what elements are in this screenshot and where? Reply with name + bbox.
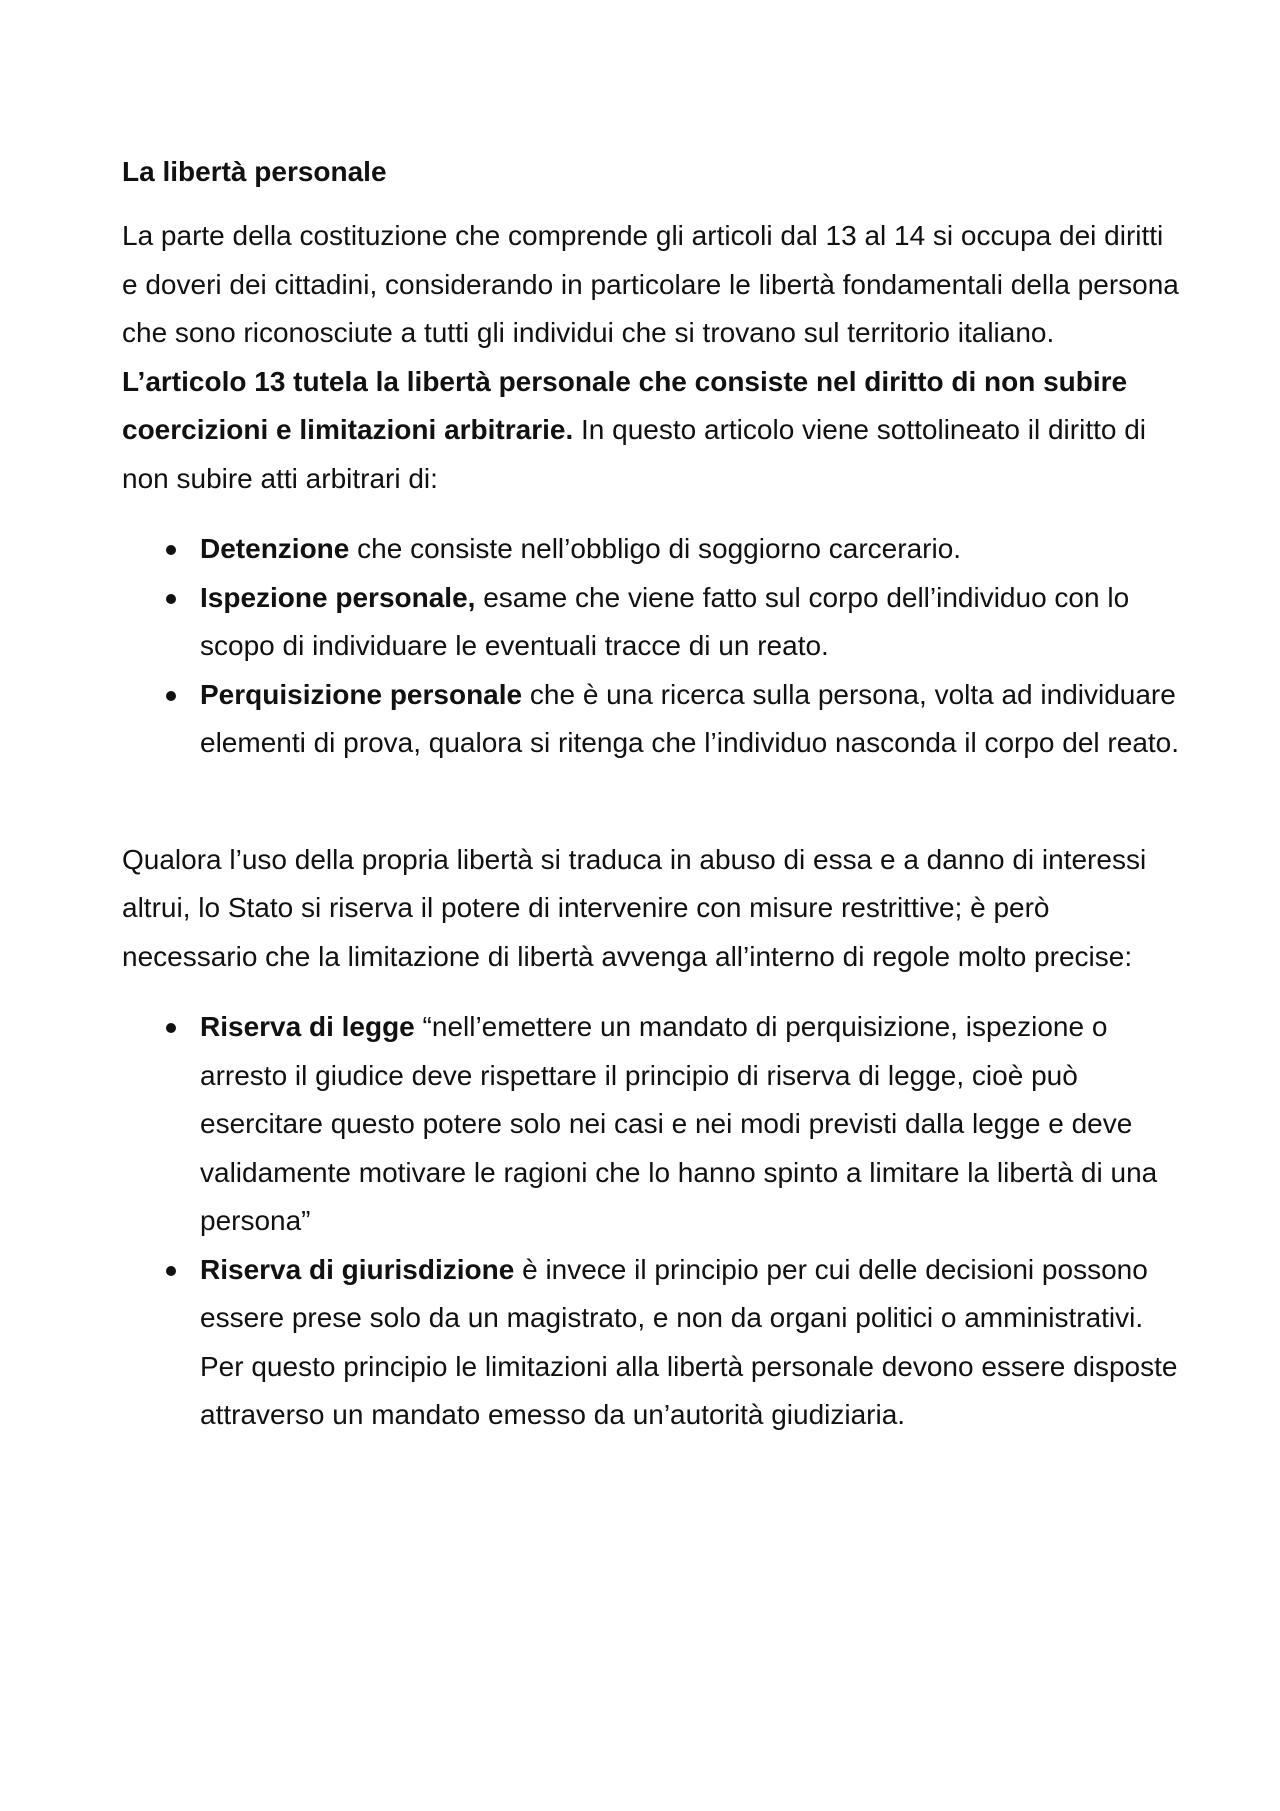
bullet-icon [166,594,176,604]
intro-text-1: La parte della costituzione che comprende gli articoli dal 13 al 14 si occupa dei diritti e doveri dei cittadini, considerando in particolare le libertà fondamentali della persona che sono riconosciute a tutti gli individui che si trovano sul territorio italiano. [122,220,1179,348]
list-item [122,525,1182,574]
intro-text-2: In questo articolo viene sottolineato il diritto di non subire atti arbitrari di: [122,414,1147,494]
document-page [122,150,1182,1440]
list-item-text: esame che viene fatto sul corpo dell’individuo con lo scopo di individuare le eventuali tracce di un reato. [200,581,1130,661]
rules-list [122,1003,1182,1440]
bullet-icon [166,1023,176,1033]
list-item-term: Ispezione personale, [200,581,476,613]
list-item-text: è invece il principio per cui delle decisioni possono essere prese solo da un magistrato, e non da organi politici o amministrativi. Per questo principio le limitazioni alla libertà personale devono essere disposte attraverso un mandato emesso da un’autorità giudiziaria. [200,1253,1178,1430]
bullet-icon [166,545,176,555]
list-item [122,1246,1182,1440]
list-item-term: Riserva di giurisdizione [200,1253,515,1285]
page-title: La libertà personale [122,156,387,187]
list-item-term: Perquisizione personale [200,678,523,710]
restrictions-paragraph: Qualora l’uso della propria libertà si traduca in abuso di essa e a danno di interessi altrui, lo Stato si riserva il potere di intervenire con misure restrittive; è però necessario che la limitazione di libertà avvenga all’interno di regole molto precise: [122,843,1147,972]
intro-bold-text: L’articolo 13 tutela la libertà personale che consiste nel diritto di non subire coercizioni e limitazioni arbitrarie. [122,365,1128,445]
intro-paragraph [122,212,1182,503]
list-item-text: “nell’emettere un mandato di perquisizione, ispezione o arresto il giudice deve rispettare il principio di riserva di legge, cioè può esercitare questo potere solo nei casi e nei modi previsti dalla legge e deve validamente motivare le ragioni che lo hanno spinto a limitare la libertà di una persona” [200,1011,1158,1236]
list-item-term: Riserva di legge [200,1011,415,1042]
list-item [122,1003,1182,1246]
list-item [122,574,1182,671]
list-item-term: Detenzione [200,533,350,564]
acts-list [122,525,1182,768]
list-item [122,671,1182,768]
list-item-text: che è una ricerca sulla persona, volta ad individuare elementi di prova, qualora si ritenga che l’individuo nasconda il corpo del reato. [200,678,1180,758]
list-item-text: che consiste nell’obbligo di soggiorno carcerario. [349,533,962,564]
bullet-icon [166,691,176,701]
bullet-icon [166,1266,176,1276]
